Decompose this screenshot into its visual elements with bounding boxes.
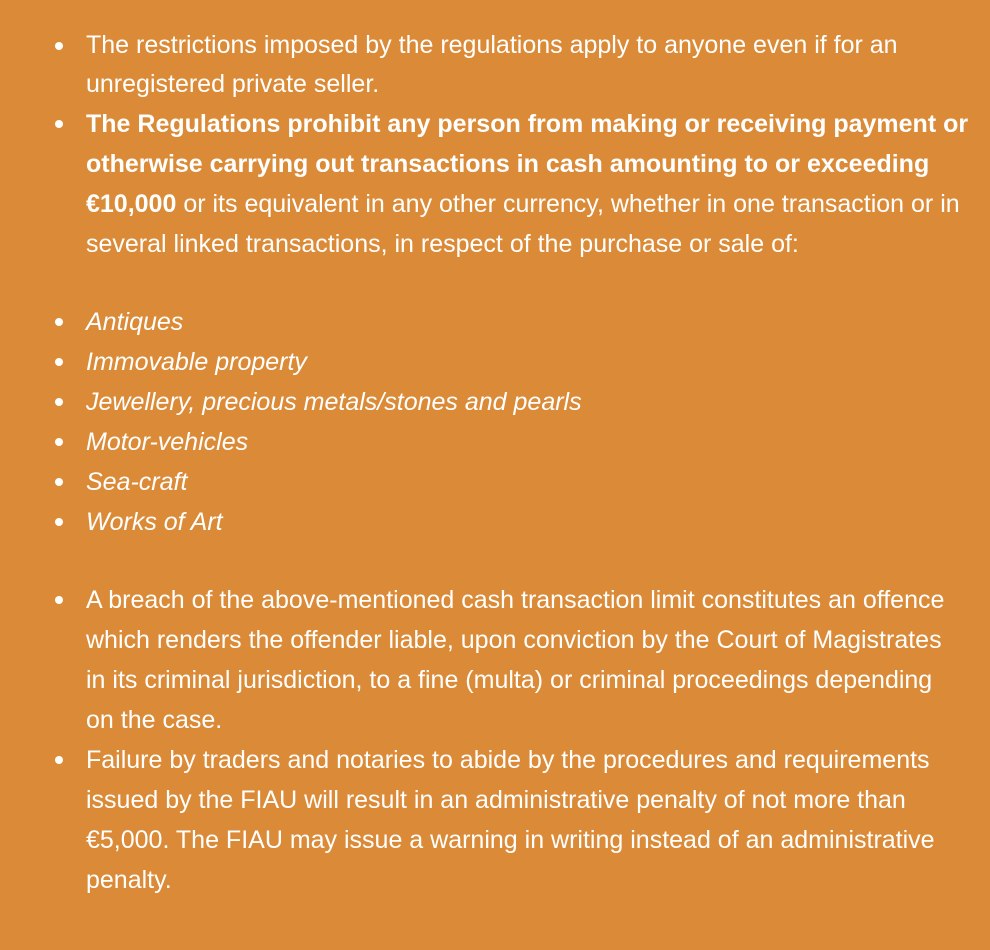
- goods-list: [0, 302, 990, 542]
- spacer: [0, 542, 990, 580]
- bullet-icon: [55, 438, 63, 446]
- list-item-bold-text: The Regulations prohibit any person from making or receiving payment or otherwise carrying out transactions in cash amounting to or exceeding €10,000: [86, 110, 969, 218]
- list-item-text: Sea-craft: [86, 468, 188, 496]
- bullet-icon: [55, 478, 63, 486]
- list-item-text: or its equivalent in any other currency, whether in one transaction or in several linked transactions, in respect of the purchase or sale of:: [86, 190, 960, 258]
- list-item: [86, 104, 971, 264]
- list-item-text: Works of Art: [86, 508, 223, 536]
- bullet-icon: [55, 518, 63, 526]
- list-item-text: Motor-vehicles: [86, 428, 249, 456]
- spacer: [0, 264, 990, 302]
- list-item: [86, 302, 990, 342]
- list-item-text: A breach of the above-mentioned cash transaction limit constitutes an offence which renders the offender liable, upon conviction by the Court of Magistrates in its criminal jurisdiction, to a fine (multa) or criminal proceedings depending on the case.: [86, 586, 945, 734]
- list-item-text: Immovable property: [86, 348, 307, 376]
- list-item: [86, 580, 948, 740]
- list-item-text: Jewellery, precious metals/stones and pearls: [86, 388, 582, 416]
- bullet-icon: [55, 398, 63, 406]
- bullet-icon: [55, 318, 63, 326]
- penalties-list: [0, 580, 990, 900]
- list-item-text: The restrictions imposed by the regulations apply to anyone even if for an unregistered private seller.: [86, 31, 898, 98]
- bullet-icon: [55, 42, 63, 50]
- bullet-icon: [55, 120, 63, 128]
- list-item-text: Antiques: [86, 308, 184, 336]
- list-item-text: Failure by traders and notaries to abide by the procedures and requirements issued by the FIAU will result in an administrative penalty of not more than €5,000. The FIAU may issue a warning in writing instead of an administrative penalty.: [86, 746, 935, 894]
- bullet-icon: [55, 756, 63, 764]
- restrictions-list: [0, 26, 990, 264]
- content: [0, 26, 990, 900]
- list-item: [86, 462, 990, 502]
- list-item: [86, 342, 990, 382]
- list-item: [86, 422, 990, 462]
- list-item: [86, 502, 990, 542]
- bullet-icon: [55, 358, 63, 366]
- list-item: [86, 382, 990, 422]
- list-item: [86, 26, 946, 104]
- list-item: [86, 740, 944, 900]
- bullet-icon: [55, 596, 63, 604]
